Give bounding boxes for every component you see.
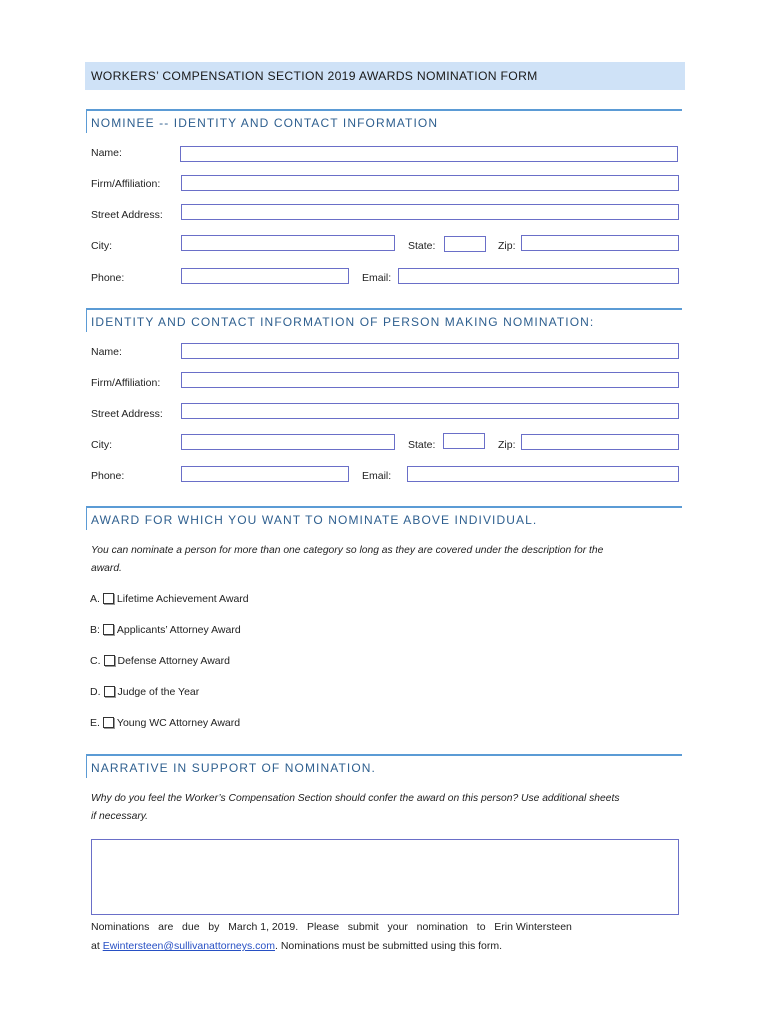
nominator-name-field[interactable] [181,343,679,359]
award-option-label: Young WC Attorney Award [116,717,241,729]
nominee-email-field[interactable] [398,268,679,284]
nominator-city-field[interactable] [181,434,395,450]
narrative-instructions-line2: if necessary. [91,811,149,822]
nominator-email-label: Email: [362,470,392,482]
nominator-zip-label: Zip: [498,439,516,451]
nominee-zip-label: Zip: [498,240,516,252]
narrative-instructions [91,790,676,826]
checkbox-icon[interactable] [103,717,114,728]
nominator-firm-label: Firm/Affiliation: [91,377,161,389]
award-option-letter: E. [90,717,100,729]
checkbox-icon[interactable] [104,686,115,697]
narrative-instructions-line1: Why do you feel the Worker’s Compensation Section should confer the award on this person? Use additional sheets [91,793,620,804]
nominator-phone-label: Phone: [91,470,125,482]
award-option-lifetime[interactable] [90,593,249,605]
nominator-zip-field[interactable] [521,434,679,450]
nominee-street-field[interactable] [181,204,679,220]
nominee-city-label: City: [91,240,112,252]
award-option-judge[interactable] [90,686,199,698]
award-instructions-line2: award. [91,563,122,574]
checkbox-icon[interactable] [103,624,114,635]
award-option-label: Applicants’ Attorney Award [116,624,241,636]
footer-at: at [91,940,103,952]
nominee-name-field[interactable] [180,146,678,162]
nominee-zip-field[interactable] [521,235,679,251]
award-instructions-line1: You can nominate a person for more than one category so long as they are covered under the description for the [91,545,604,556]
nominee-phone-field[interactable] [181,268,349,284]
award-section-heading: AWARD FOR WHICH YOU WANT TO NOMINATE ABOVE INDIVIDUAL. [86,506,682,530]
nominee-phone-label: Phone: [91,272,125,284]
nominator-name-label: Name: [91,346,122,358]
nominator-section-heading: IDENTITY AND CONTACT INFORMATION OF PERSON MAKING NOMINATION: [86,308,682,332]
award-option-letter: B: [90,624,100,636]
nominator-street-field[interactable] [181,403,679,419]
award-option-letter: A. [90,593,100,605]
narrative-textarea[interactable] [91,839,679,915]
nominee-state-field[interactable] [444,236,486,252]
award-option-defense-attorney[interactable] [90,655,230,667]
nominator-state-label: State: [408,439,436,451]
footer-line1: Nominations are due by March 1, 2019. Please submit your nomination to Erin Wintersteen [91,921,572,933]
nominee-street-label: Street Address: [91,209,163,221]
nominee-name-label: Name: [91,147,122,159]
award-option-letter: D. [90,686,101,698]
nominee-firm-field[interactable] [181,175,679,191]
nominator-phone-field[interactable] [181,466,349,482]
nominee-firm-label: Firm/Affiliation: [91,178,161,190]
nominee-state-label: State: [408,240,436,252]
form-title: WORKERS’ COMPENSATION SECTION 2019 AWARDS NOMINATION FORM [85,62,685,90]
nominator-state-field[interactable] [443,433,485,449]
award-option-young-attorney[interactable] [90,717,240,729]
nominee-city-field[interactable] [181,235,395,251]
footer-line2-rest: . Nominations must be submitted using this form. [275,940,503,952]
footer-line2 [91,940,651,952]
narrative-section-heading: NARRATIVE IN SUPPORT OF NOMINATION. [86,754,682,778]
checkbox-icon[interactable] [104,655,115,666]
checkbox-icon[interactable] [103,593,114,604]
award-option-label: Judge of the Year [117,686,200,698]
nominator-city-label: City: [91,439,112,451]
nominee-email-label: Email: [362,272,392,284]
nominator-street-label: Street Address: [91,408,163,420]
award-option-applicants-attorney[interactable] [90,624,241,636]
nominator-firm-field[interactable] [181,372,679,388]
award-option-letter: C. [90,655,101,667]
contact-email-link[interactable]: Ewintersteen@sullivanattorneys.com [102,940,276,952]
award-option-label: Defense Attorney Award [117,655,230,667]
nominee-section-heading: NOMINEE -- IDENTITY AND CONTACT INFORMATION [86,109,682,133]
award-option-label: Lifetime Achievement Award [116,593,249,605]
award-instructions [91,542,676,578]
nominator-email-field[interactable] [407,466,679,482]
